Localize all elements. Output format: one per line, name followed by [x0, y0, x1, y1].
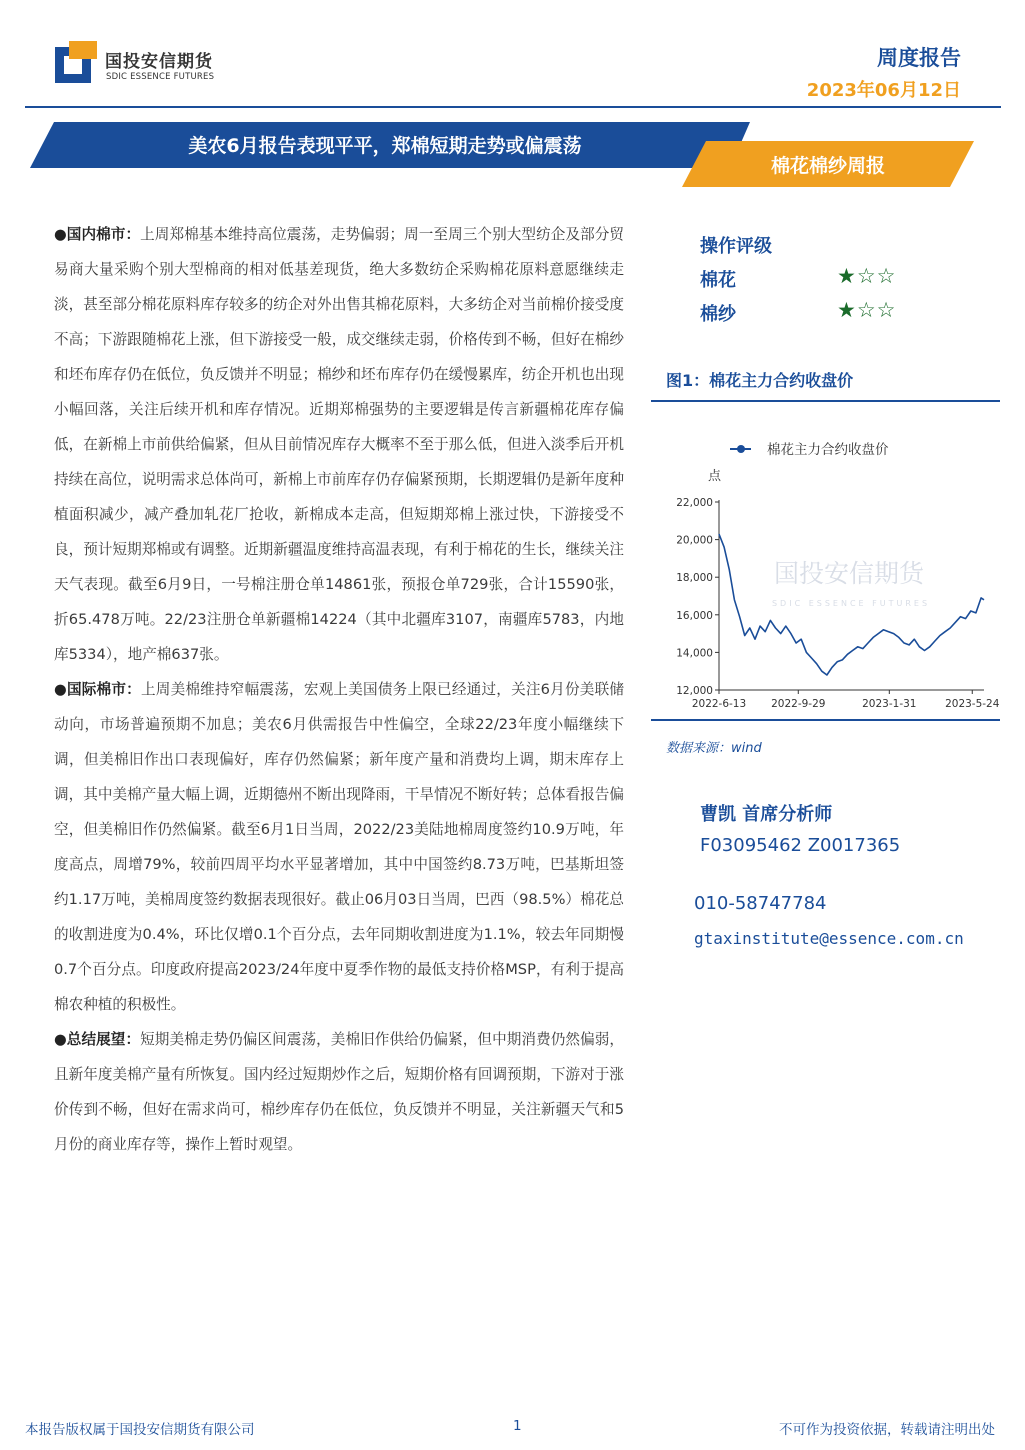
y-tick-label: 16,000 [676, 609, 713, 622]
analyst-phone: 010-58747784 [694, 893, 827, 914]
report-type: 周度报告 [877, 46, 961, 70]
report-title: 美农6月报告表现平平，郑棉短期走势或偏震荡 [188, 135, 582, 157]
section-heading: ●国内棉市： [54, 226, 141, 243]
price-chart [651, 402, 1000, 720]
rating-stars: ★☆☆ [837, 298, 897, 322]
header-divider [25, 106, 1001, 108]
section-text: 短期美棉走势仍偏区间震荡，美棉旧作供给仍偏紧，但中期消费仍然偏弱，且新年度美棉产量有所恢复。国内经过短期炒作之后，短期价格有回调预期，下游对于涨价传到不畅，但好在需求尚可，棉纱库存仍在低位，负反馈并不明显，关注新疆天气和5月份的商业库存等，操作上暂时观望。 [54, 1031, 625, 1153]
y-tick-label: 20,000 [676, 534, 713, 547]
x-tick-label: 2022-6-13 [691, 698, 747, 710]
logo-name-cn: 国投安信期货 [105, 52, 213, 72]
section-domestic [54, 217, 624, 672]
report-date: 2023年06月12日 [806, 80, 961, 101]
logo-mark-icon [55, 41, 97, 83]
company-logo [55, 41, 245, 87]
figure-title: 图1：棉花主力合约收盘价 [666, 371, 854, 390]
rating-label: 棉纱 [700, 304, 736, 325]
report-series: 棉花棉纱周报 [770, 155, 885, 177]
section-outlook [54, 1022, 624, 1162]
price-chart-svg [651, 402, 1000, 720]
report-body [54, 217, 624, 1162]
y-tick-label: 22,000 [676, 497, 713, 509]
section-text: 上周美棉维持窄幅震荡，宏观上美国债务上限已经通过，关注6月份美联储动向，市场普遍预期不加息；美农6月供需报告中性偏空，全球22/23年度小幅继续下调，但美棉旧作出口表现偏好，库存仍然偏紧；新年度产量和消费均上调，期末库存上调，其中美棉产量大幅上调，近期德州不断出现降雨，干旱情况不断好转；总体看报告偏空，但美棉旧作仍然偏紧。截至6月1日当周，2022/23美陆地棉周度签约10.9万吨，年度高点，周增79%，较前四周平均水平显著增加，其中中国签约8.73万吨，巴基斯坦签约1.17万吨，美棉周度签约数据表现很好。截止06月03日当周，巴西（98.5%）棉花总的收割进度为0.4%，环比仅增0.1个百分点，去年同期收割进度为1.1%，较去年同期慢0.7个百分点。印度政府提高2023/24年度中夏季作物的最低支持价格MSP，有利于提高棉农种植的积极性。 [54, 681, 624, 1013]
legend-marker [737, 445, 745, 453]
rating-label: 棉花 [700, 270, 736, 291]
operation-rating [700, 232, 1000, 334]
y-tick-label: 12,000 [676, 685, 713, 697]
x-tick-label: 2023-5-24 [945, 698, 1000, 710]
analyst-email[interactable]: gtaxinstitute@essence.com.cn [694, 929, 964, 948]
y-tick-label: 18,000 [676, 572, 713, 585]
footer-copyright: 本报告版权属于国投安信期货有限公司 [25, 1422, 255, 1438]
logo-name-en: SDIC ESSENCE FUTURES [106, 72, 215, 82]
section-heading: ●总结展望： [54, 1031, 141, 1048]
figure-bottom-rule [651, 719, 1000, 721]
rating-row-cotton [700, 266, 1000, 300]
rating-stars: ★☆☆ [837, 264, 897, 288]
x-tick-label: 2023-1-31 [862, 698, 917, 710]
y-axis-unit: 点 [708, 469, 722, 484]
watermark-en: SDIC ESSENCE FUTURES [771, 599, 931, 608]
section-international [54, 672, 624, 1022]
legend-label: 棉花主力合约收盘价 [767, 442, 889, 458]
footer-disclaimer: 不可作为投资依据，转载请注明出处 [779, 1422, 995, 1438]
section-text: 上周郑棉基本维持高位震荡，走势偏弱；周一至周三个别大型纺企及部分贸易商大量采购个别大型棉商的相对低基差现货，绝大多数纺企采购棉花原料意愿继续走淡，甚至部分棉花原料库存较多的纺企对外出售其棉花原料，大多纺企对当前棉价接受度不高；下游跟随棉花上涨，但下游接受一般，成交继续走弱，价格传到不畅，但好在棉纱和坯布库存仍在低位，负反馈并不明显；棉纱和坯布库存仍在缓慢累库，纺企开机也出现小幅回落，关注后续开机和库存情况。近期郑棉强势的主要逻辑是传言新疆棉花库存偏低，在新棉上市前供给偏紧，但从目前情况库存大概率不至于那么低，但进入淡季后开机持续在高位，说明需求总体尚可，新棉上市前库存仍存偏紧预期，长期逻辑仍是新年度种植面积减少，减产叠加轧花厂抢收，新棉成本走高，但短期郑棉上涨过快，下游接受不良，预计短期郑棉或有调整。近期新疆温度维持高温表现，有利于棉花的生长，继续关注天气表现。截至6月9日，一号棉注册仓单14861张，预报仓单729张，合计15590张，折65.478万吨。22/23注册仓单新疆棉14224（其中北疆库3107，南疆库5783，内地库5334），地产棉637张。 [54, 226, 625, 663]
x-tick-label: 2022-9-29 [771, 698, 826, 710]
rating-title: 操作评级 [700, 236, 772, 257]
analyst-cert: F03095462 Z0017365 [700, 835, 901, 856]
page-number: 1 [513, 1418, 522, 1434]
section-heading: ●国际棉市： [54, 681, 141, 698]
analyst-name: 曹凯 首席分析师 [700, 804, 833, 825]
y-tick-label: 14,000 [676, 647, 713, 660]
rating-row-yarn [700, 300, 1000, 334]
watermark-cn: 国投安信期货 [773, 559, 925, 588]
data-source: 数据来源：wind [666, 741, 762, 756]
